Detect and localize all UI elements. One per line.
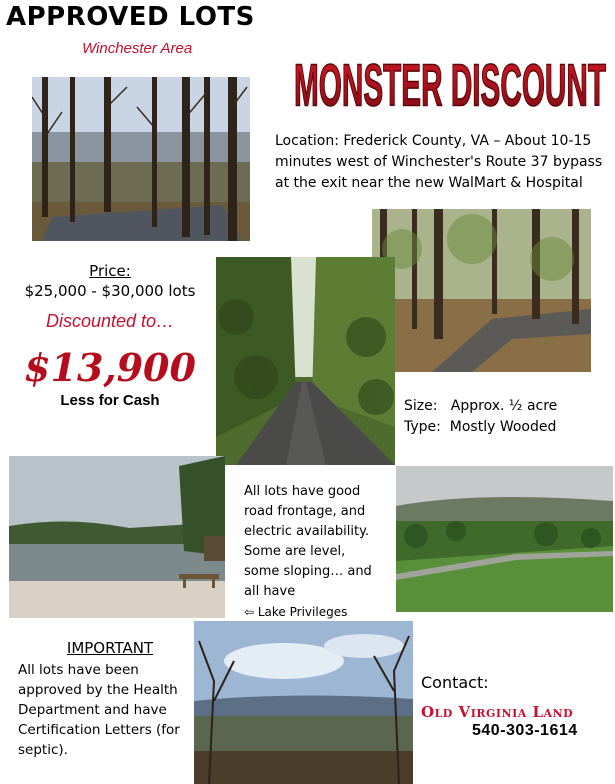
lot-details: [404, 396, 557, 438]
monster-discount-banner: [290, 38, 610, 128]
discounted-label: Discounted to…: [45, 311, 175, 331]
forest-overlook-photo: [32, 77, 250, 241]
green-valley-photo: [396, 466, 613, 612]
type-line: Type: Mostly Wooded: [404, 419, 557, 435]
size-line: Size: Approx. ½ acre: [404, 398, 558, 414]
phone-number[interactable]: 540-303-1614: [472, 722, 578, 739]
cash-note: Less for Cash: [60, 392, 160, 409]
mountain-view-photo: [194, 621, 413, 784]
country-road-photo: [216, 257, 395, 465]
lake-beach-photo: [9, 456, 225, 618]
sale-price: $13,900: [24, 345, 196, 390]
company-name: Old Virginia Land: [421, 703, 574, 721]
banner-text: MONSTER DISCOUNT: [294, 53, 607, 120]
price-range: $25,000 - $30,000 lots: [24, 282, 196, 300]
wooded-lot-photo: [372, 209, 591, 372]
location-description: Location: Frederick County, VA – About 10-15 minutes west of Winchester's Route 37 bypass at the exit near the new WalMart & Hospital: [275, 133, 603, 191]
lake-privileges: ⇦ Lake Privileges: [244, 605, 348, 619]
page-subtitle: Winchester Area: [82, 40, 193, 57]
page-title: APPROVED LOTS: [6, 2, 255, 32]
important-title: IMPORTANT: [66, 639, 154, 657]
price-label: Price:: [89, 262, 131, 280]
important-body: All lots have been approved by the Health Department and have Certification Letters (for septic).: [18, 662, 180, 758]
features-text: All lots have good road frontage, and electric availability. Some are level, some sloping… and all have: [244, 484, 372, 599]
contact-label: Contact:: [421, 673, 489, 692]
features-box: [238, 478, 386, 618]
